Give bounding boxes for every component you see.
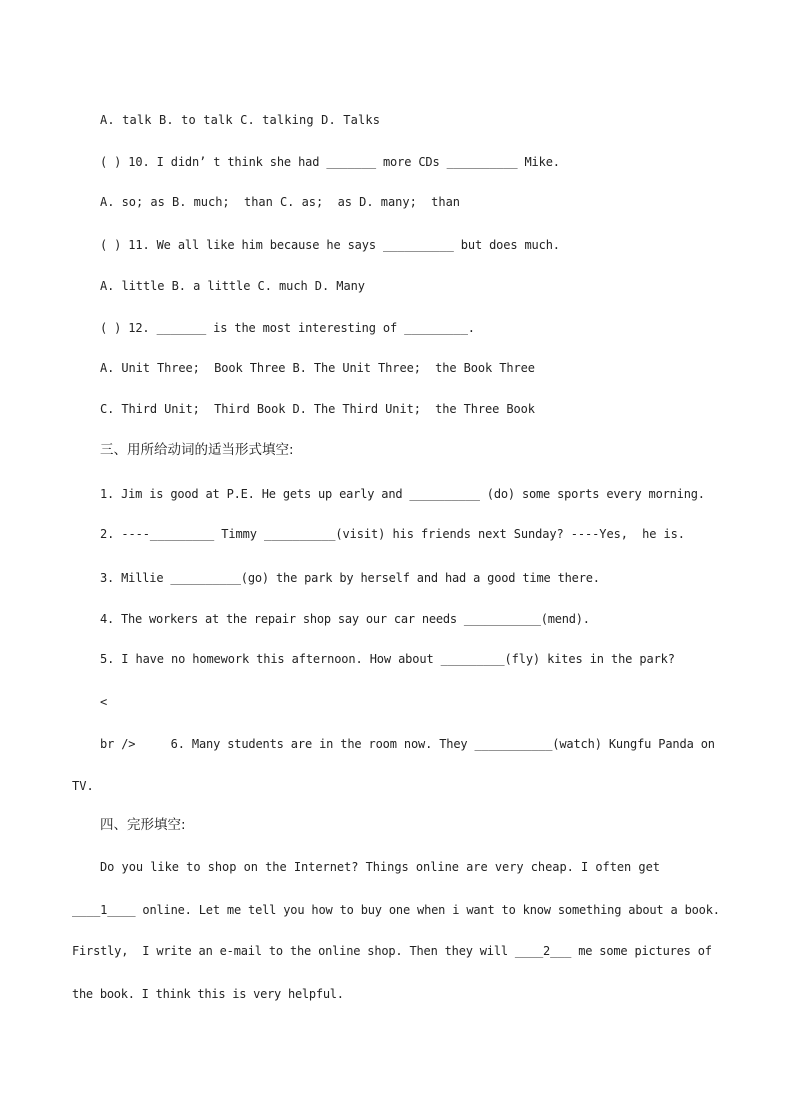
fill-question-3: 3. Millie __________(go) the park by herself and had a good time there. bbox=[100, 571, 600, 585]
cloze-paragraph-line-3: Firstly, I write an e-mail to the online shop. Then they will ____2___ me some pictures of bbox=[72, 944, 712, 958]
fill-question-2: 2. ----_________ Timmy __________(visit) his friends next Sunday? ----Yes, he is. bbox=[100, 527, 685, 541]
option-line-q12-ab: A. Unit Three; Book Three B. The Unit Three; the Book Three bbox=[100, 361, 535, 375]
option-line-q10: A. so; as B. much; than C. as; as D. many; than bbox=[100, 195, 460, 209]
question-10: ( ) 10. I didn’ t think she had _______ more CDs __________ Mike. bbox=[100, 155, 560, 169]
fill-question-6: br /> 6. Many students are in the room now. They ___________(watch) Kungfu Panda on bbox=[100, 737, 715, 751]
cloze-paragraph-line-1: Do you like to shop on the Internet? Things online are very cheap. I often get bbox=[100, 860, 660, 874]
stray-tag-fragment: < bbox=[100, 695, 108, 709]
question-11: ( ) 11. We all like him because he says __________ but does much. bbox=[100, 238, 560, 252]
fill-question-1: 1. Jim is good at P.E. He gets up early and __________ (do) some sports every morning. bbox=[100, 487, 705, 501]
cloze-paragraph-line-4: the book. I think this is very helpful. bbox=[72, 987, 344, 1001]
question-12: ( ) 12. _______ is the most interesting of _________. bbox=[100, 321, 475, 335]
option-line-q11: A. little B. a little C. much D. Many bbox=[100, 279, 365, 293]
section-heading-4: 四、完形填空: bbox=[100, 817, 186, 833]
fill-question-5: 5. I have no homework this afternoon. How about _________(fly) kites in the park? bbox=[100, 652, 675, 666]
option-line-q9: A. talk B. to talk C. talking D. Talks bbox=[100, 113, 381, 127]
fill-question-6-continued: TV. bbox=[72, 779, 94, 793]
fill-question-4: 4. The workers at the repair shop say our car needs ___________(mend). bbox=[100, 612, 590, 626]
section-heading-3: 三、用所给动词的适当形式填空: bbox=[100, 442, 294, 458]
option-line-q12-cd: C. Third Unit; Third Book D. The Third Unit; the Three Book bbox=[100, 402, 535, 416]
cloze-paragraph-line-2: ____1____ online. Let me tell you how to buy one when i want to know something about a book. bbox=[72, 903, 720, 917]
